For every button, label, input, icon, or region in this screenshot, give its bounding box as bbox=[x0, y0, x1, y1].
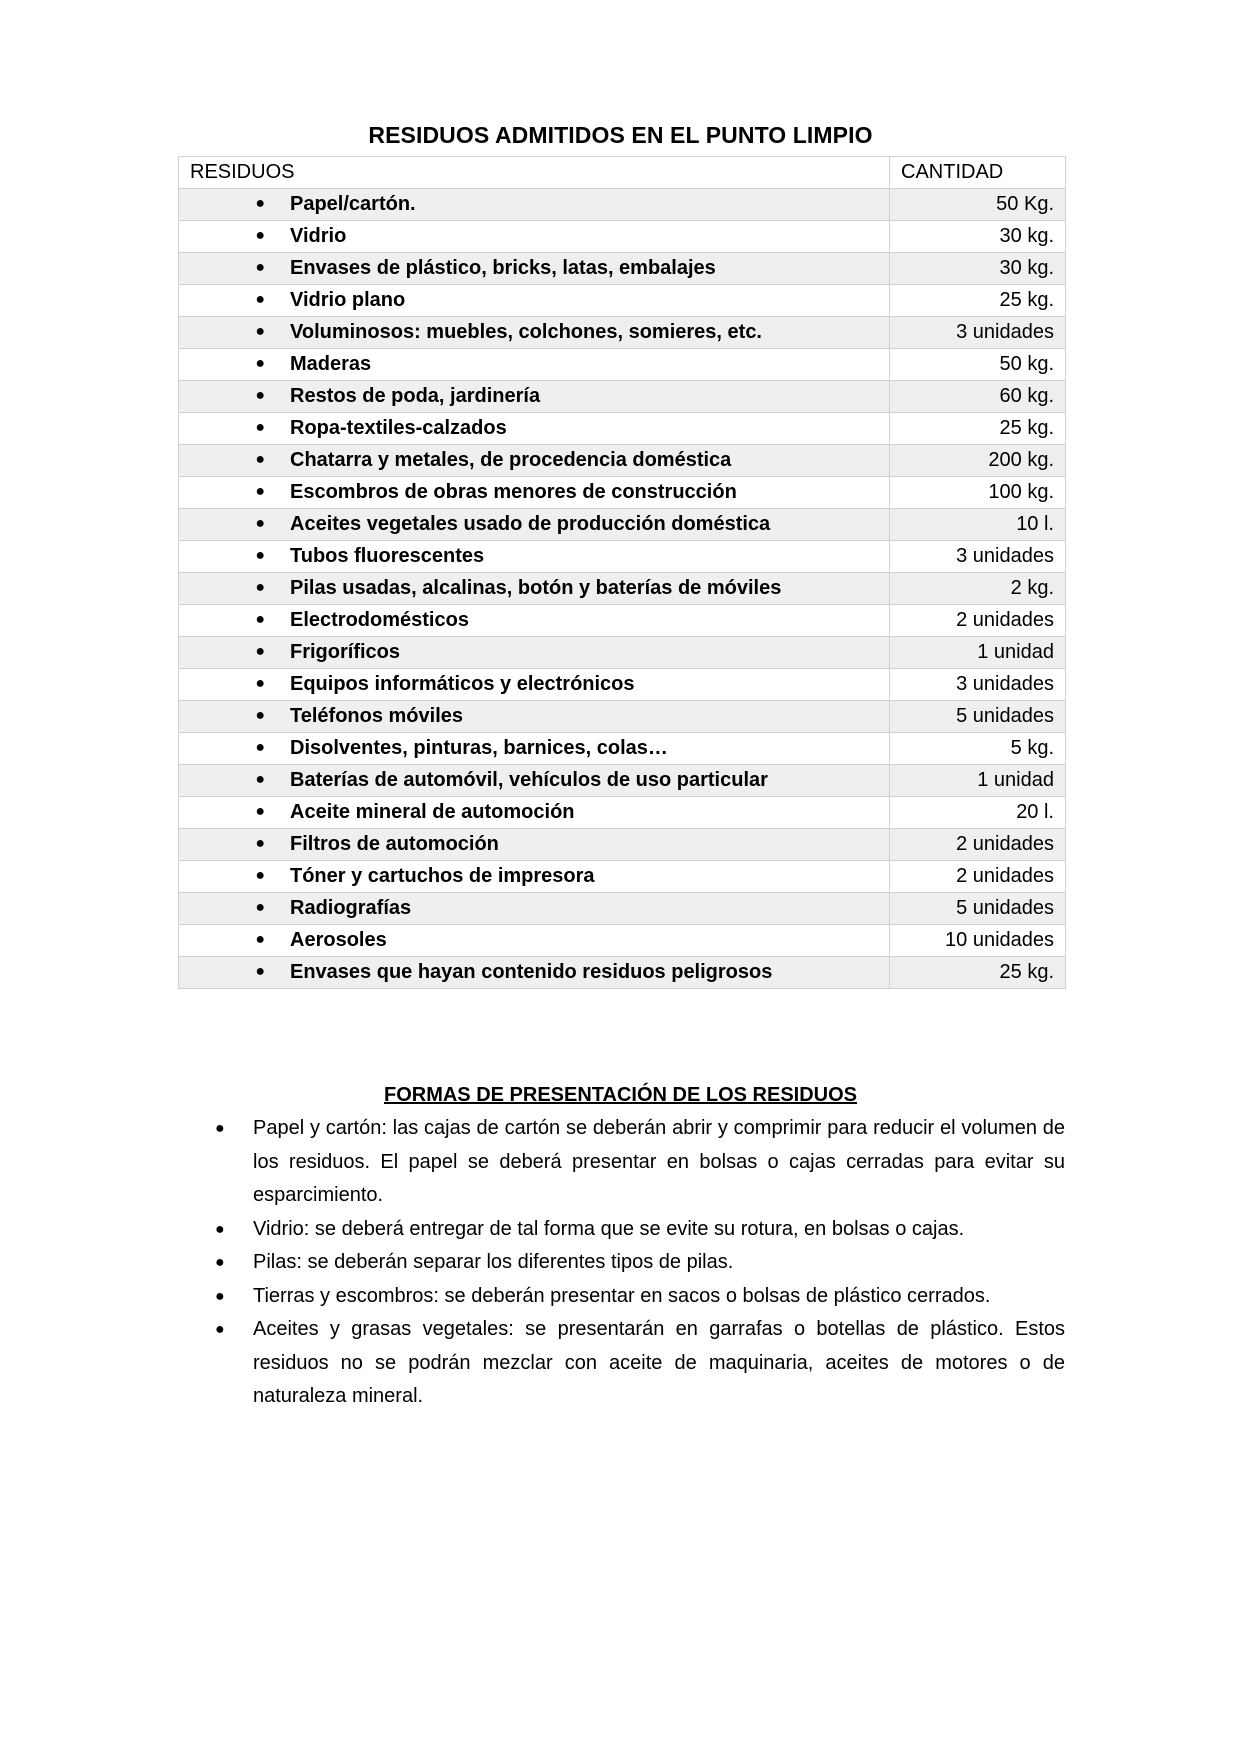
waste-quantity-cell: 3 unidades bbox=[890, 317, 1066, 349]
header-cantidad: CANTIDAD bbox=[890, 157, 1066, 189]
bullet-icon: ● bbox=[255, 643, 265, 660]
guidelines-list bbox=[215, 1112, 1065, 1414]
bullet-icon: ● bbox=[255, 259, 265, 276]
bullet-icon: ● bbox=[255, 931, 265, 948]
waste-item-label: Papel/cartón. bbox=[290, 193, 416, 215]
waste-quantity-cell: 50 Kg. bbox=[890, 189, 1066, 221]
waste-item-label: Escombros de obras menores de construcción bbox=[290, 481, 737, 503]
table-row bbox=[179, 893, 1066, 925]
waste-item-label: Aerosoles bbox=[290, 929, 387, 951]
waste-item-cell bbox=[179, 509, 890, 541]
waste-item-label: Aceite mineral de automoción bbox=[290, 801, 575, 823]
table-row bbox=[179, 253, 1066, 285]
bullet-icon: ● bbox=[215, 1220, 225, 1238]
bullet-icon: ● bbox=[255, 803, 265, 820]
waste-item-cell bbox=[179, 733, 890, 765]
bullet-icon: ● bbox=[255, 291, 265, 308]
guideline-item bbox=[215, 1313, 1065, 1414]
table-row bbox=[179, 925, 1066, 957]
table-row bbox=[179, 829, 1066, 861]
guideline-text: Tierras y escombros: se deberán presentar en sacos o bolsas de plástico cerrados. bbox=[253, 1284, 991, 1307]
waste-item-label: Restos de poda, jardinería bbox=[290, 385, 541, 407]
bullet-icon: ● bbox=[255, 963, 265, 980]
waste-item-cell bbox=[179, 253, 890, 285]
bullet-icon: ● bbox=[255, 323, 265, 340]
waste-item-cell bbox=[179, 573, 890, 605]
guideline-text: Papel y cartón: las cajas de cartón se deberán abrir y comprimir para reducir el volumen de los residuos. El papel se deberá presentar en bolsas o cajas cerradas para evitar su esparcimiento. bbox=[253, 1117, 1065, 1206]
table-row bbox=[179, 221, 1066, 253]
table-row bbox=[179, 349, 1066, 381]
waste-item-cell bbox=[179, 221, 890, 253]
waste-item-label: Aceites vegetales usado de producción doméstica bbox=[290, 513, 771, 535]
waste-item-label: Chatarra y metales, de procedencia doméstica bbox=[290, 449, 732, 471]
waste-item-label: Ropa-textiles-calzados bbox=[290, 417, 507, 439]
bullet-icon: ● bbox=[215, 1321, 225, 1338]
bullet-icon: ● bbox=[255, 355, 265, 372]
waste-item-cell bbox=[179, 445, 890, 477]
waste-quantity-cell: 2 kg. bbox=[890, 573, 1066, 605]
table-row bbox=[179, 957, 1066, 989]
waste-item-cell bbox=[179, 701, 890, 733]
waste-item-cell bbox=[179, 925, 890, 957]
guideline-text: Pilas: se deberán separar los diferentes tipos de pilas. bbox=[253, 1251, 734, 1273]
waste-quantity-cell: 100 kg. bbox=[890, 477, 1066, 509]
waste-quantity-cell: 200 kg. bbox=[890, 445, 1066, 477]
page-title: RESIDUOS ADMITIDOS EN EL PUNTO LIMPIO bbox=[368, 122, 873, 149]
table-row bbox=[179, 381, 1066, 413]
waste-quantity-cell: 30 kg. bbox=[890, 221, 1066, 253]
section-title: FORMAS DE PRESENTACIÓN DE LOS RESIDUOS bbox=[383, 1083, 857, 1106]
bullet-icon: ● bbox=[255, 547, 265, 564]
waste-quantity-cell: 25 kg. bbox=[890, 413, 1066, 445]
bullet-icon: ● bbox=[255, 227, 265, 244]
table-row bbox=[179, 733, 1066, 765]
waste-quantity-cell: 2 unidades bbox=[890, 605, 1066, 637]
bullet-icon: ● bbox=[215, 1254, 225, 1271]
bullet-icon: ● bbox=[255, 707, 265, 724]
waste-quantity-cell: 20 l. bbox=[890, 797, 1066, 829]
header-residuos: RESIDUOS bbox=[179, 157, 890, 189]
table-row bbox=[179, 317, 1066, 349]
waste-item-cell bbox=[179, 541, 890, 573]
bullet-icon: ● bbox=[255, 451, 265, 468]
bullet-icon: ● bbox=[255, 675, 265, 692]
waste-item-label: Vidrio plano bbox=[290, 289, 406, 311]
waste-item-label: Equipos informáticos y electrónicos bbox=[290, 673, 635, 695]
waste-quantity-cell: 5 unidades bbox=[890, 701, 1066, 733]
table-row bbox=[179, 669, 1066, 701]
waste-quantity-cell: 10 unidades bbox=[890, 925, 1066, 957]
waste-item-label: Tóner y cartuchos de impresora bbox=[290, 865, 595, 887]
waste-quantity-cell: 3 unidades bbox=[890, 669, 1066, 701]
waste-quantity-cell: 10 l. bbox=[890, 509, 1066, 541]
table-row bbox=[179, 413, 1066, 445]
guideline-item bbox=[215, 1112, 1065, 1213]
bullet-icon: ● bbox=[255, 835, 265, 852]
waste-quantity-cell: 25 kg. bbox=[890, 957, 1066, 989]
waste-quantity-cell: 2 unidades bbox=[890, 861, 1066, 893]
waste-quantity-cell: 25 kg. bbox=[890, 285, 1066, 317]
table-header-row bbox=[179, 157, 1066, 189]
table-row bbox=[179, 861, 1066, 893]
table-row bbox=[179, 477, 1066, 509]
waste-quantity-cell: 1 unidad bbox=[890, 637, 1066, 669]
bullet-icon: ● bbox=[255, 899, 265, 916]
bullet-icon: ● bbox=[255, 579, 265, 596]
bullet-icon: ● bbox=[255, 483, 265, 500]
table-row bbox=[179, 445, 1066, 477]
waste-table bbox=[178, 156, 1066, 989]
waste-item-cell bbox=[179, 765, 890, 797]
waste-item-cell bbox=[179, 605, 890, 637]
waste-item-cell bbox=[179, 829, 890, 861]
guideline-item bbox=[215, 1213, 1065, 1247]
table-row bbox=[179, 637, 1066, 669]
waste-quantity-cell: 3 unidades bbox=[890, 541, 1066, 573]
waste-item-label: Voluminosos: muebles, colchones, somieres, etc. bbox=[290, 321, 762, 343]
table-row bbox=[179, 573, 1066, 605]
bullet-icon: ● bbox=[255, 771, 265, 788]
table-row bbox=[179, 765, 1066, 797]
waste-item-label: Envases de plástico, bricks, latas, embalajes bbox=[290, 257, 716, 279]
waste-item-cell bbox=[179, 477, 890, 509]
waste-item-label: Filtros de automoción bbox=[290, 833, 499, 855]
waste-item-label: Baterías de automóvil, vehículos de uso particular bbox=[290, 769, 768, 791]
waste-item-cell bbox=[179, 861, 890, 893]
bullet-icon: ● bbox=[255, 419, 265, 436]
table-row bbox=[179, 797, 1066, 829]
guideline-text: Vidrio: se deberá entregar de tal forma que se evite su rotura, en bolsas o cajas. bbox=[253, 1217, 965, 1240]
table-row bbox=[179, 605, 1066, 637]
waste-item-label: Tubos fluorescentes bbox=[290, 545, 485, 567]
table-row bbox=[179, 189, 1066, 221]
waste-item-cell bbox=[179, 637, 890, 669]
waste-quantity-cell: 5 unidades bbox=[890, 893, 1066, 925]
guideline-item bbox=[215, 1246, 1065, 1280]
bullet-icon: ● bbox=[215, 1120, 225, 1137]
waste-item-label: Radiografías bbox=[290, 897, 412, 919]
bullet-icon: ● bbox=[255, 611, 265, 628]
waste-item-cell bbox=[179, 349, 890, 381]
guideline-item bbox=[215, 1280, 1065, 1314]
waste-item-cell bbox=[179, 189, 890, 221]
waste-item-cell bbox=[179, 669, 890, 701]
bullet-icon: ● bbox=[215, 1287, 225, 1305]
table-body bbox=[179, 189, 1066, 989]
waste-item-cell bbox=[179, 413, 890, 445]
waste-quantity-cell: 50 kg. bbox=[890, 349, 1066, 381]
waste-item-label: Disolventes, pinturas, barnices, colas… bbox=[290, 737, 668, 759]
table-row bbox=[179, 701, 1066, 733]
waste-item-label: Frigoríficos bbox=[290, 641, 401, 663]
waste-item-cell bbox=[179, 317, 890, 349]
bullet-icon: ● bbox=[255, 867, 265, 884]
waste-quantity-cell: 2 unidades bbox=[890, 829, 1066, 861]
waste-item-cell bbox=[179, 381, 890, 413]
bullet-icon: ● bbox=[255, 387, 265, 404]
waste-quantity-cell: 30 kg. bbox=[890, 253, 1066, 285]
waste-item-label: Pilas usadas, alcalinas, botón y baterías de móviles bbox=[290, 577, 782, 599]
waste-item-cell bbox=[179, 797, 890, 829]
waste-item-cell bbox=[179, 893, 890, 925]
bullet-icon: ● bbox=[255, 739, 265, 756]
waste-item-label: Teléfonos móviles bbox=[290, 705, 464, 727]
bullet-icon: ● bbox=[255, 515, 265, 532]
bullet-icon: ● bbox=[255, 195, 265, 212]
table-row bbox=[179, 285, 1066, 317]
waste-item-label: Envases que hayan contenido residuos peligrosos bbox=[290, 961, 773, 983]
table-row bbox=[179, 509, 1066, 541]
waste-item-cell bbox=[179, 285, 890, 317]
waste-item-label: Maderas bbox=[290, 353, 372, 375]
waste-quantity-cell: 5 kg. bbox=[890, 733, 1066, 765]
waste-item-cell bbox=[179, 957, 890, 989]
waste-quantity-cell: 1 unidad bbox=[890, 765, 1066, 797]
waste-item-label: Electrodomésticos bbox=[290, 609, 469, 631]
waste-quantity-cell: 60 kg. bbox=[890, 381, 1066, 413]
table-row bbox=[179, 541, 1066, 573]
waste-item-label: Vidrio bbox=[290, 225, 347, 247]
guideline-text: Aceites y grasas vegetales: se presentarán en garrafas o botellas de plástico. Estos residuos no se podrán mezclar con aceite de maquinaria, aceites de motores o de naturaleza mineral. bbox=[253, 1318, 1065, 1407]
